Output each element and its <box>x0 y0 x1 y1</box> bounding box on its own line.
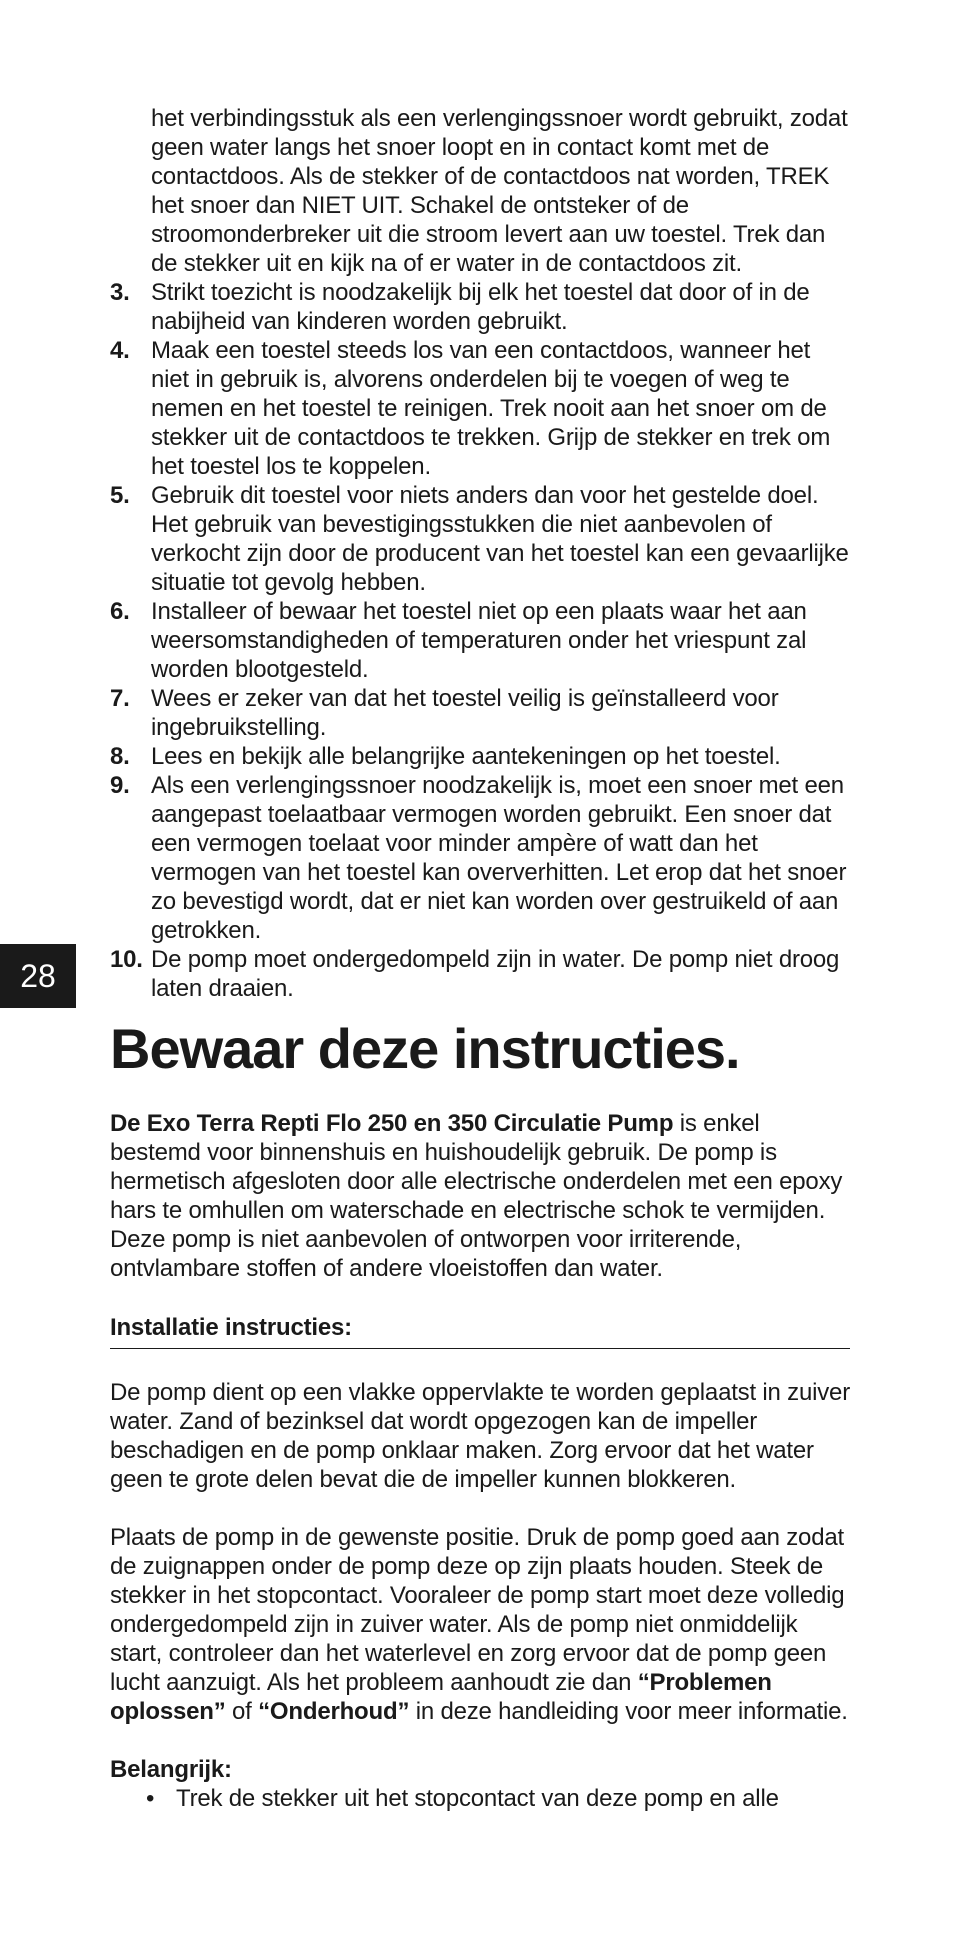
list-item-number: 3. <box>110 279 130 306</box>
connector-text: of <box>225 1698 259 1725</box>
list-item-number: 8. <box>110 743 130 770</box>
list-item-text: Wees er zeker van dat het toestel veilig is geïnstalleerd voor ingebruikstelling. <box>151 685 779 741</box>
list-item-text: Lees en bekijk alle belangrijke aantekeningen op het toestel. <box>151 743 781 770</box>
installation-text: Plaats de pomp in de gewenste positie. Druk de pomp goed aan zodat de zuignappen onder de pomp deze op zijn plaats houden. Steek de stekker in het stopcontact. Vooraleer de pomp start moet deze volledig ondergedompeld zijn in zuiver water. Als de pomp niet onmiddelijk start, controleer dan het waterlevel en zorg ervoor dat de pomp geen lucht aanzuigt. Als het probleem aanhoudt zie dan <box>110 1524 845 1696</box>
list-item-text: Gebruik dit toestel voor niets anders dan voor het gestelde doel. Het gebruik van bevestigingsstukken die niet aanbevolen of verkocht zijn door de producent van het toestel kan een gevaarlijke situatie tot gevolg hebben. <box>151 482 849 596</box>
list-item-text: Installeer of bewaar het toestel niet op een plaats waar het aan weersomstandigheden of temperaturen onder het vriespunt zal worden blootgesteld. <box>151 598 807 683</box>
list-item-number: 4. <box>110 337 130 364</box>
installation-paragraph-1: De pomp dient op een vlakke oppervlakte te worden geplaatst in zuiver water. Zand of bezinksel dat wordt opgezogen kan de impeller beschadigen en de pomp onklaar maken. Zorg ervoor dat het water geen te grote delen bevat die de impeller kunnen blokkeren. <box>110 1379 850 1493</box>
page-number-tab: 28 <box>0 944 76 1008</box>
list-item-number: 5. <box>110 482 130 509</box>
list-item <box>110 336 850 481</box>
list-item <box>110 742 850 771</box>
list-item-number: 10. <box>110 946 143 973</box>
intro-continuation: het verbindingsstuk als een verlengingssnoer wordt gebruikt, zodat geen water langs het snoer loopt en in contact komt met de contactdoos. Als de stekker of de contactdoos nat worden, TREK het snoer dan NIET UIT. Schakel de ontsteker of de stroomonderbreker uit die stroom levert aan uw toestel. Trek dan de stekker uit en kijk na of er water in de contactdoos zit. <box>151 105 848 277</box>
list-item <box>110 481 850 597</box>
bullet-text: Trek de stekker uit het stopcontact van deze pomp en alle <box>176 1785 779 1812</box>
installation-heading: Installatie instructies: <box>110 1313 850 1349</box>
page-heading: Bewaar deze instructies. <box>110 1017 740 1080</box>
safety-list <box>110 278 850 1003</box>
important-heading: Belangrijk: <box>110 1756 232 1783</box>
product-name: De Exo Terra Repti Flo 250 en 350 Circulatie Pump <box>110 1110 674 1137</box>
list-item-text: Strikt toezicht is noodzakelijk bij elk het toestel dat door of in de nabijheid van kinderen worden gebruikt. <box>151 279 810 335</box>
installation-end-text: in deze handleiding voor meer informatie. <box>409 1698 848 1725</box>
list-item <box>110 278 850 336</box>
reference-problems: “Problemen oplossen” <box>110 1669 772 1725</box>
reference-maintenance: “Onderhoud” <box>258 1698 410 1725</box>
bullet-item <box>146 1784 850 1813</box>
installation-paragraph-2 <box>110 1523 850 1726</box>
list-item-number: 9. <box>110 772 130 799</box>
product-description: is enkel bestemd voor binnenshuis en huishoudelijk gebruik. De pomp is hermetisch afgesloten door alle electrische onderdelen met een epoxy hars te omhullen om waterschade en electrische schok te vermijden. Deze pomp is niet aanbevolen of ontworpen voor irriterende, ontvlambare stoffen of andere vloeistoffen dan water. <box>110 1110 843 1282</box>
list-item-text: De pomp moet ondergedompeld zijn in water. De pomp niet droog laten draaien. <box>151 946 840 1002</box>
list-item <box>110 684 850 742</box>
list-item-text: Als een verlengingssnoer noodzakelijk is, moet een snoer met een aangepast toelaatbaar vermogen worden gebruikt. Een snoer dat een vermogen toelaat voor minder ampère of watt dan het vermogen van het toestel kan oververhitten. Let erop dat het snoer zo bevestigd wordt, dat er niet kan worden over gestruikeld of aan getrokken. <box>151 772 847 944</box>
product-paragraph <box>110 1109 850 1283</box>
document-page <box>110 104 850 1813</box>
list-item <box>110 945 850 1003</box>
list-item-text: Maak een toestel steeds los van een contactdoos, wanneer het niet in gebruik is, alvorens onderdelen bij te voegen of weg te nemen en het toestel te reinigen. Trek nooit aan het snoer om de stekker uit de contactdoos te trekken. Grijp de stekker en trek om het toestel los te koppelen. <box>151 337 831 480</box>
bullet-dot-icon: • <box>146 1785 155 1812</box>
list-item-number: 6. <box>110 598 130 625</box>
important-bullets <box>110 1784 850 1813</box>
list-item <box>110 771 850 945</box>
list-item <box>110 597 850 684</box>
list-item-number: 7. <box>110 685 130 712</box>
